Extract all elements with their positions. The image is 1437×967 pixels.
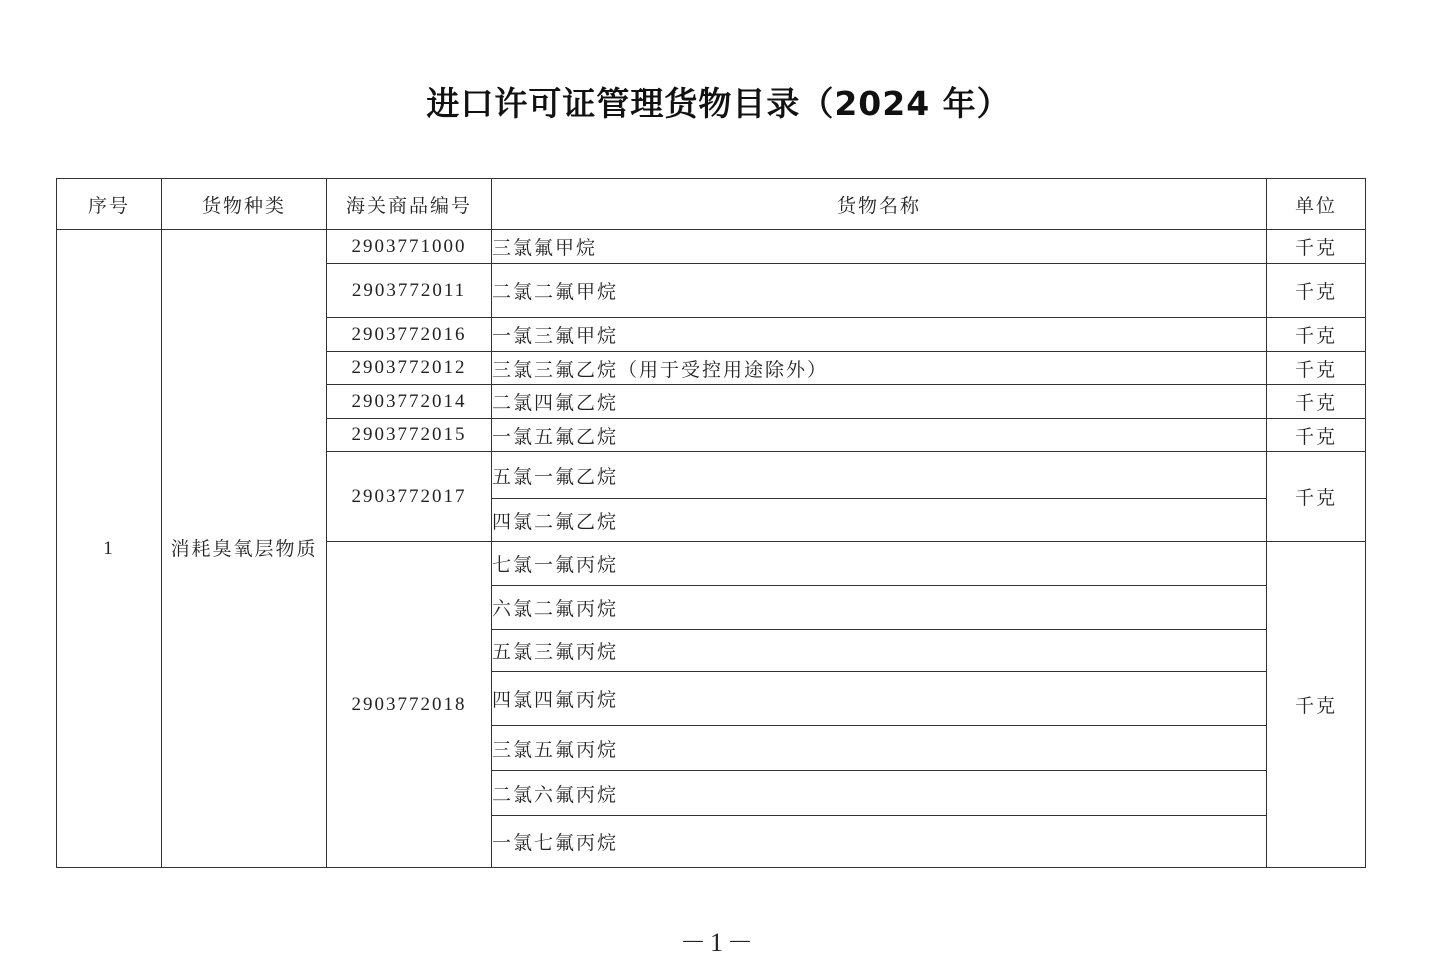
name-cell: 六氯二氟丙烷	[492, 586, 1267, 630]
name-cell: 三氯五氟丙烷	[492, 726, 1267, 771]
name-cell: 二氯六氟丙烷	[492, 771, 1267, 816]
code-cell: 2903772015	[327, 419, 492, 452]
unit-cell: 千克	[1267, 318, 1366, 352]
code-cell: 2903771000	[327, 230, 492, 264]
name-cell: 四氯二氟乙烷	[492, 499, 1267, 542]
name-cell: 五氯一氟乙烷	[492, 452, 1267, 499]
name-cell: 二氯二氟甲烷	[492, 264, 1267, 318]
name-cell: 四氯四氟丙烷	[492, 672, 1267, 726]
code-cell: 2903772018	[327, 542, 492, 868]
unit-cell: 千克	[1267, 264, 1366, 318]
header-code: 海关商品编号	[327, 179, 492, 230]
name-cell: 一氯五氟乙烷	[492, 419, 1267, 452]
header-unit: 单位	[1267, 179, 1366, 230]
name-cell: 三氯氟甲烷	[492, 230, 1267, 264]
code-cell: 2903772011	[327, 264, 492, 318]
page-number: －1－	[679, 928, 757, 957]
name-cell: 一氯七氟丙烷	[492, 816, 1267, 868]
code-cell: 2903772012	[327, 352, 492, 385]
unit-cell: 千克	[1267, 385, 1366, 419]
document-title: 进口许可证管理货物目录（2024 年）	[426, 84, 1011, 123]
header-category: 货物种类	[162, 179, 327, 230]
unit-cell: 千克	[1267, 419, 1366, 452]
category-cell: 消耗臭氧层物质	[162, 230, 327, 868]
table-header-row	[57, 179, 1366, 230]
table-row	[57, 230, 1366, 264]
header-name: 货物名称	[492, 179, 1267, 230]
unit-cell: 千克	[1267, 542, 1366, 868]
code-cell: 2903772016	[327, 318, 492, 352]
name-cell: 二氯四氟乙烷	[492, 385, 1267, 419]
name-cell: 一氯三氟甲烷	[492, 318, 1267, 352]
header-seq: 序号	[57, 179, 162, 230]
code-cell: 2903772017	[327, 452, 492, 542]
unit-cell: 千克	[1267, 452, 1366, 542]
unit-cell: 千克	[1267, 230, 1366, 264]
seq-cell: 1	[57, 230, 162, 868]
name-cell: 三氯三氟乙烷（用于受控用途除外）	[492, 352, 1267, 385]
name-cell: 五氯三氟丙烷	[492, 630, 1267, 672]
name-cell: 七氯一氟丙烷	[492, 542, 1267, 586]
code-cell: 2903772014	[327, 385, 492, 419]
unit-cell: 千克	[1267, 352, 1366, 385]
goods-catalog-table	[56, 178, 1366, 868]
